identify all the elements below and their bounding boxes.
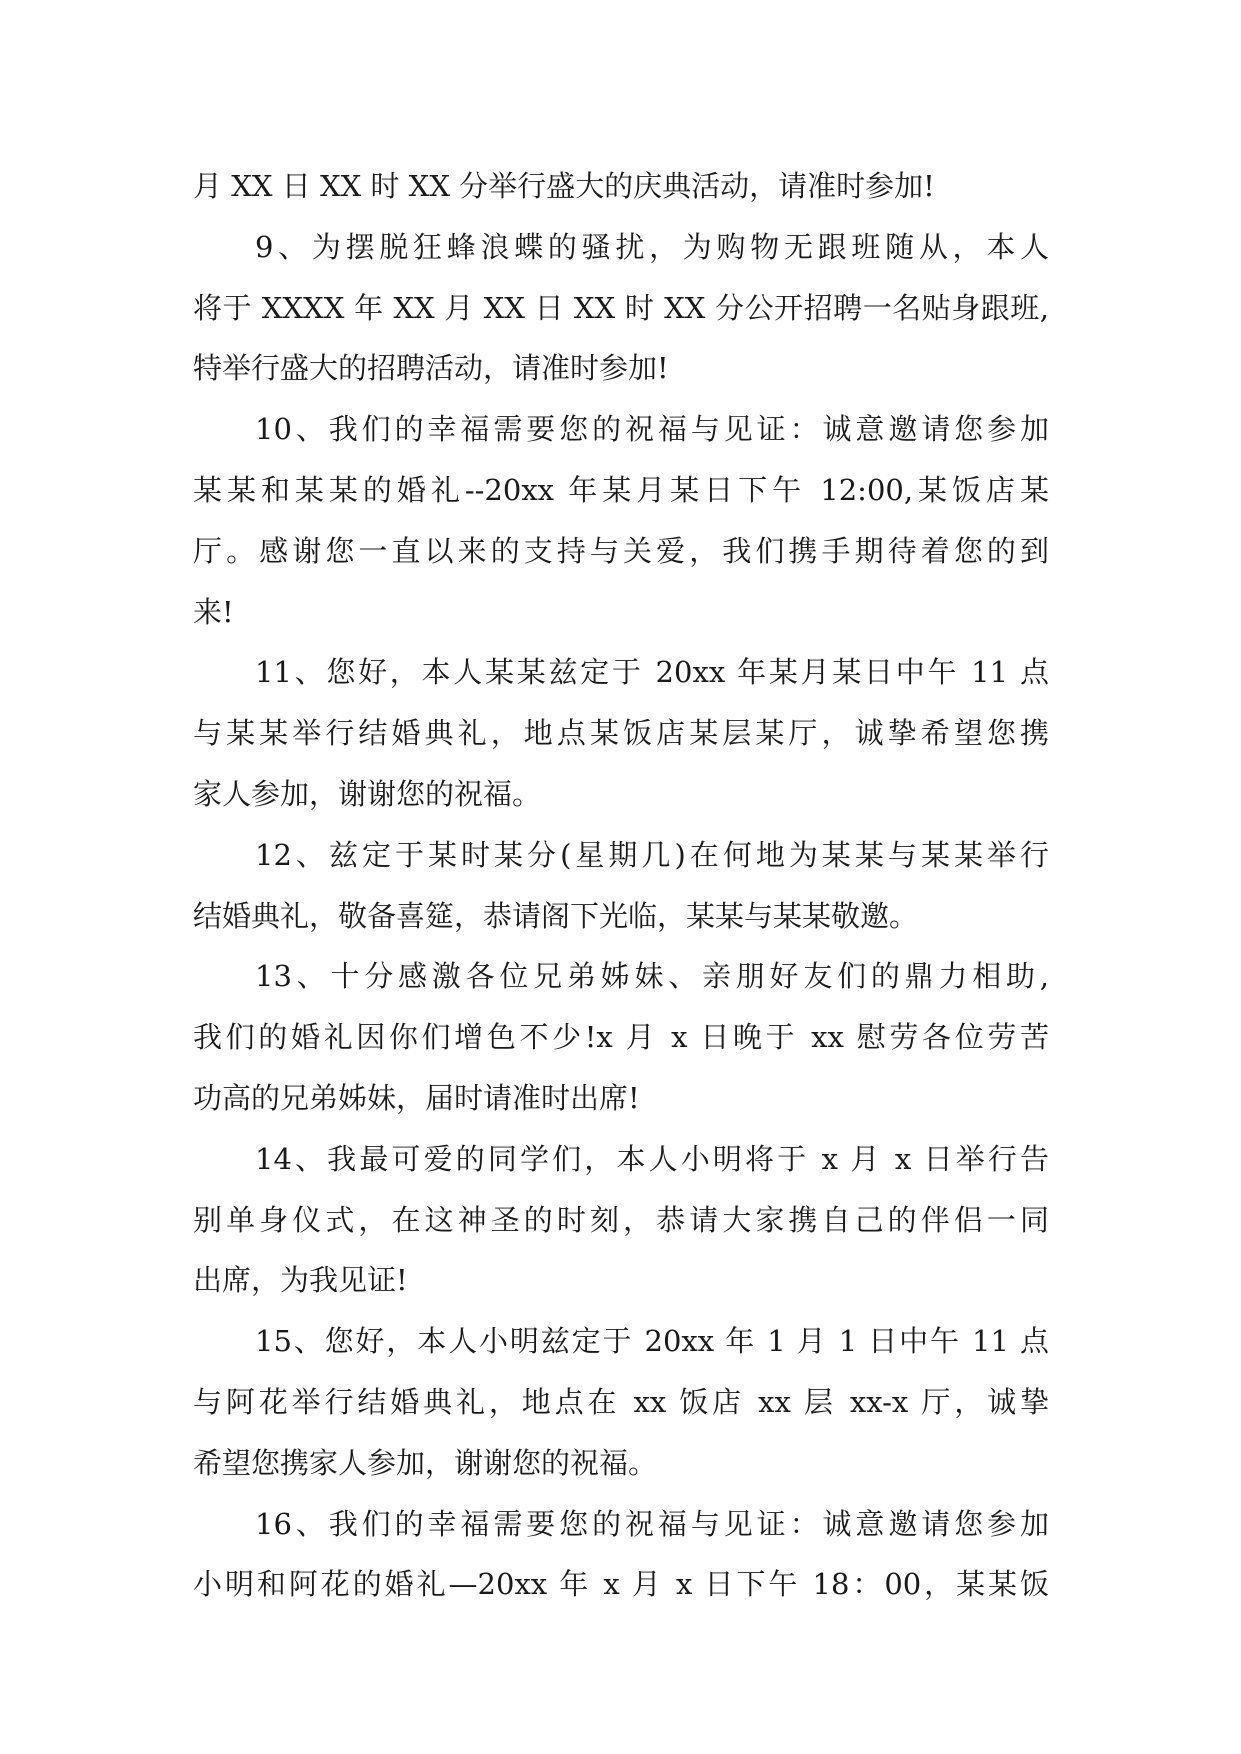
- paragraph-9: [193, 217, 1049, 399]
- paragraph-16: [193, 1494, 1049, 1616]
- paragraph-13: [193, 946, 1049, 1128]
- text-line: 我们的婚礼因你们增色不少!x 月 x 日晚于 xx 慰劳各位劳苦: [193, 1020, 1049, 1055]
- text-line: 16、我们的幸福需要您的祝福与见证：诚意邀请您参加: [255, 1506, 1049, 1541]
- text-line: 出席，为我见证!: [193, 1263, 408, 1298]
- paragraph-continuation: [193, 156, 1049, 217]
- text-line: 功高的兄弟姊妹，届时请准时出席!: [193, 1080, 640, 1115]
- paragraph-12: [193, 825, 1049, 947]
- text-line: 15、您好，本人小明兹定于 20xx 年 1 月 1 日中午 11 点: [255, 1324, 1049, 1359]
- paragraph-10: [193, 399, 1049, 642]
- text-line: 小明和阿花的婚礼—20xx 年 x 月 x 日下午 18：00，某某饭: [193, 1567, 1049, 1602]
- text-line: 厅。感谢您一直以来的支持与关爱，我们携手期待着您的到: [193, 533, 1049, 568]
- paragraph-11: [193, 642, 1049, 824]
- paragraph-15: [193, 1311, 1049, 1493]
- text-line: 某某和某某的婚礼--20xx 年某月某日下午 12:00,某饭店某: [193, 472, 1049, 507]
- text-line: 与某某举行结婚典礼，地点某饭店某层某厅，诚挚希望您携: [193, 716, 1049, 751]
- text-line: 希望您携家人参加，谢谢您的祝福。: [193, 1445, 658, 1480]
- text-line: 别单身仪式，在这神圣的时刻，恭请大家携自己的伴侣一同: [193, 1202, 1049, 1237]
- text-line: 11、您好，本人某某兹定于 20xx 年某月某日中午 11 点: [255, 655, 1049, 690]
- text-line: 14、我最可爱的同学们，本人小明将于 x 月 x 日举行告: [255, 1141, 1049, 1176]
- text-line: 家人参加，谢谢您的祝福。: [193, 776, 542, 811]
- text-line: 13、十分感激各位兄弟姊妹、亲朋好友们的鼎力相助,: [255, 959, 1049, 994]
- text-line: 月 XX 日 XX 时 XX 分举行盛大的庆典活动，请准时参加!: [193, 169, 935, 203]
- text-line: 特举行盛大的招聘活动，请准时参加!: [193, 351, 669, 386]
- text-line: 9、为摆脱狂蜂浪蝶的骚扰，为购物无跟班随从，本人: [255, 229, 1049, 264]
- paragraph-14: [193, 1129, 1049, 1311]
- text-line: 结婚典礼，敬备喜筵，恭请阁下光临，某某与某某敬邀。: [193, 898, 919, 933]
- document-body: [193, 156, 1049, 1615]
- text-line: 将于 XXXX 年 XX 月 XX 日 XX 时 XX 分公开招聘一名贴身跟班,: [193, 290, 1049, 325]
- text-line: 10、我们的幸福需要您的祝福与见证：诚意邀请您参加: [255, 412, 1049, 447]
- text-line: 来!: [193, 594, 234, 629]
- text-line: 12、兹定于某时某分(星期几)在何地为某某与某某举行: [255, 837, 1049, 872]
- text-line: 与阿花举行结婚典礼，地点在 xx 饭店 xx 层 xx-x 厅，诚挚: [193, 1384, 1049, 1419]
